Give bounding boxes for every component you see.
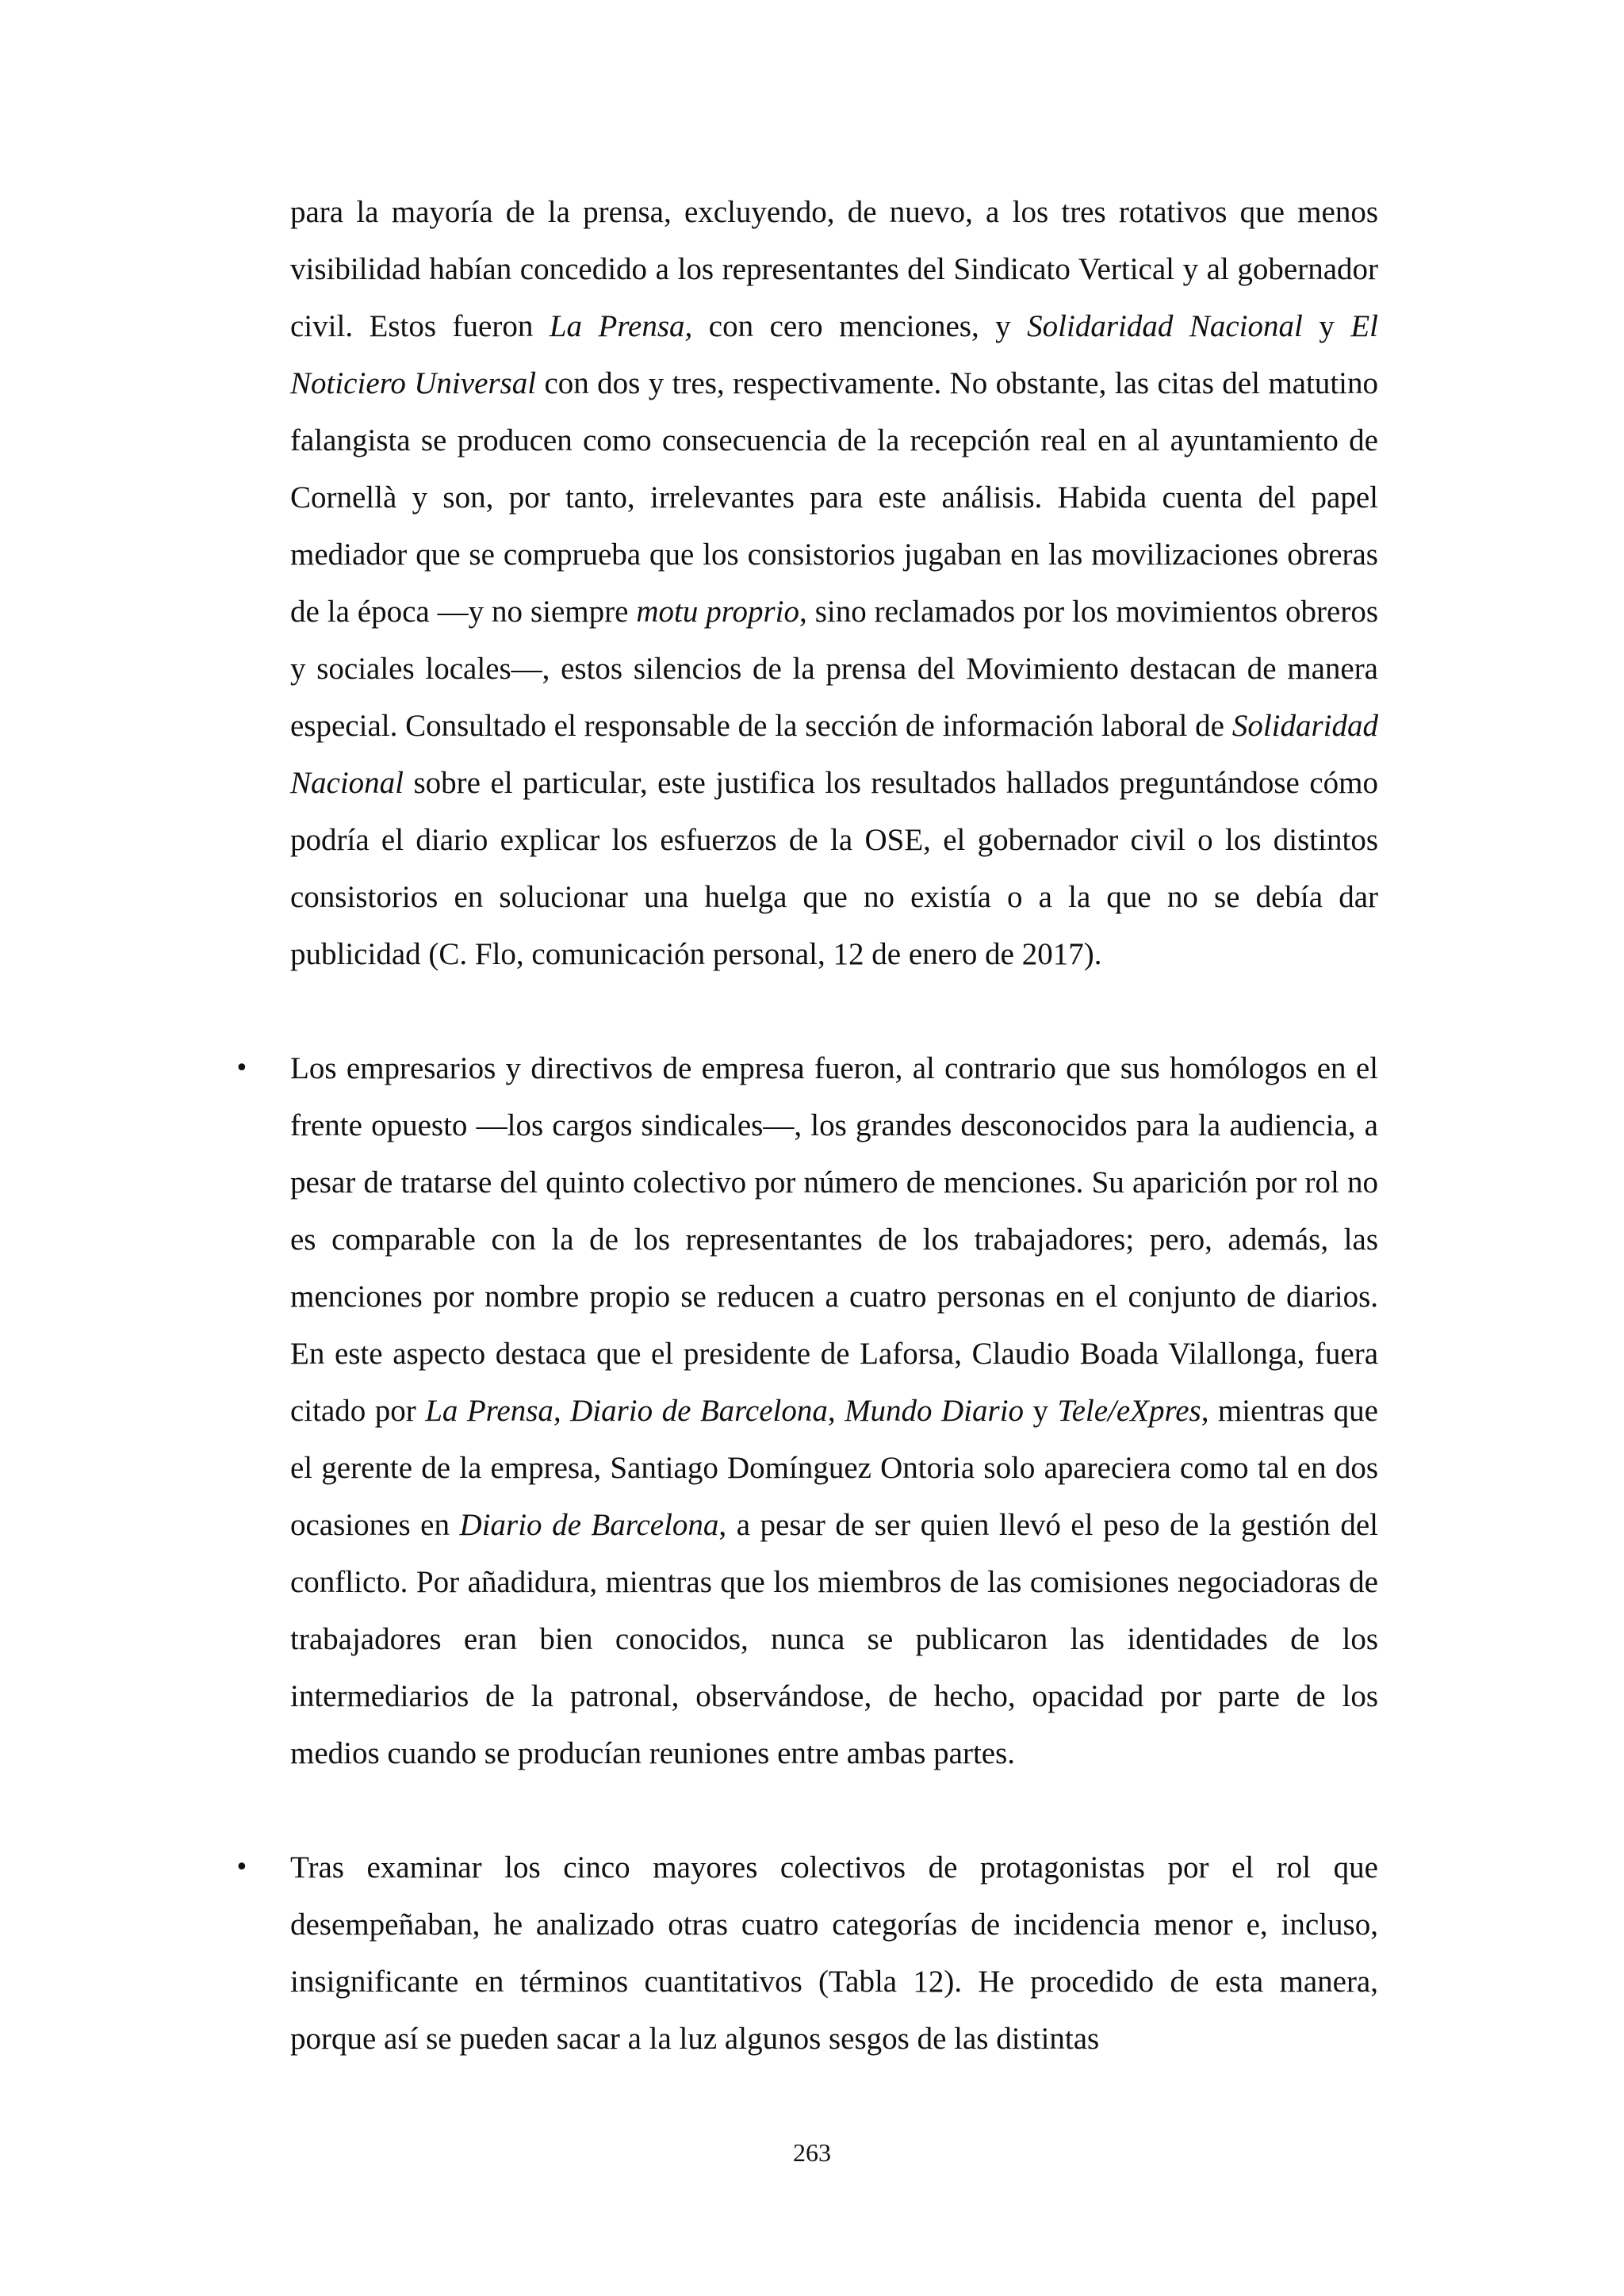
italic-title: Tele/eXpres, — [1057, 1394, 1209, 1428]
italic-title: La Prensa, — [549, 309, 693, 343]
text-run: Tras examinar los cinco mayores colectivos de protagonistas por el rol que desempeñaban, he analizado otras cuatro categorías de incidencia menor e, incluso, insignificante en términos cuantitativos (Tabla 12). He procedido de esta manera, porque así se pueden sacar a la luz algunos sesgos de las distintas — [290, 1850, 1378, 2056]
italic-title: Solidaridad Nacional — [1027, 309, 1303, 343]
text-run: sobre el particular, este justifica los resultados hallados preguntándose cómo podría el diario explicar los esfuerzos de la OSE, el gobernador civil o los distintos consistorios en solucionar una huelga que no existía o a la que no se debía dar publicidad (C. Flo, comunicación personal, 12 de enero de 2017). — [290, 766, 1378, 971]
bullet-icon: • — [235, 1854, 249, 1881]
text-run: mientras que el gerente de la empresa, Santiago Domínguez Ontoria solo apareciera como tal en dos ocasiones en — [290, 1394, 1378, 1542]
italic-title: La Prensa, Diario de Barcelona, Mundo Diario — [425, 1394, 1025, 1428]
list-item-text — [290, 1839, 1378, 2068]
italic-phrase: motu proprio — [636, 595, 800, 629]
text-run: con dos y tres, respectivamente. No obstante, las citas del matutino falangista se producen como consecuencia de la recepción real en al ayuntamiento de Cornellà y son, por tanto, irrelevantes para este análisis. Habida cuenta del papel mediador que se comprueba que los consistorios jugaban en las movilizaciones obreras de la época —y no siempre — [290, 366, 1378, 629]
paragraph-text — [290, 184, 1378, 983]
text-run: para la mayoría de la prensa, excluyendo, de nuevo, a los tres rotativos que menos visibilidad habían concedido a los representantes del Sindicato Vertical y al gobernador civil. Estos fueron — [290, 195, 1378, 343]
italic-title: El Noticiero Universal — [290, 309, 1378, 400]
text-run: y — [1024, 1394, 1058, 1428]
paragraph-continued — [290, 184, 1378, 983]
list-item-text — [290, 1040, 1378, 1782]
text-run: y — [1302, 309, 1351, 343]
list-item — [290, 1040, 1378, 1782]
page-number: 263 — [793, 2138, 831, 2167]
italic-title: Solidaridad Nacional — [290, 709, 1378, 800]
italic-title: Diario de Barcelona — [459, 1508, 719, 1542]
bullet-icon: • — [235, 1054, 249, 1082]
text-run: Los empresarios y directivos de empresa fueron, al contrario que sus homólogos en el frente opuesto —los cargos sindicales—, los grandes desconocidos para la audiencia, a pesar de tratarse del quinto colectivo por número de menciones. Su aparición por rol no es comparable con la de los representantes de los trabajadores; pero, además, las menciones por nombre propio se reducen a cuatro personas en el conjunto de diarios. En este aspecto destaca que el presidente de Laforsa, Claudio Boada Vilallonga, fuera citado por — [290, 1051, 1378, 1428]
text-run: , a pesar de ser quien llevó el peso de la gestión del conflicto. Por añadidura, mientras que los miembros de las comisiones negociadoras de trabajadores eran bien conocidos, nunca se publicaron las identidades de los intermediarios de la patronal, observándose, de hecho, opacidad por parte de los medios cuando se producían reuniones entre ambas partes. — [290, 1508, 1378, 1770]
text-run: con cero menciones, y — [692, 309, 1028, 343]
list-item — [290, 1839, 1378, 2068]
text-run: , sino reclamados por los movimientos obreros y sociales locales—, estos silencios de la prensa del Movimiento destacan de manera especial. Consultado el responsable de la sección de información laboral de — [290, 595, 1379, 743]
